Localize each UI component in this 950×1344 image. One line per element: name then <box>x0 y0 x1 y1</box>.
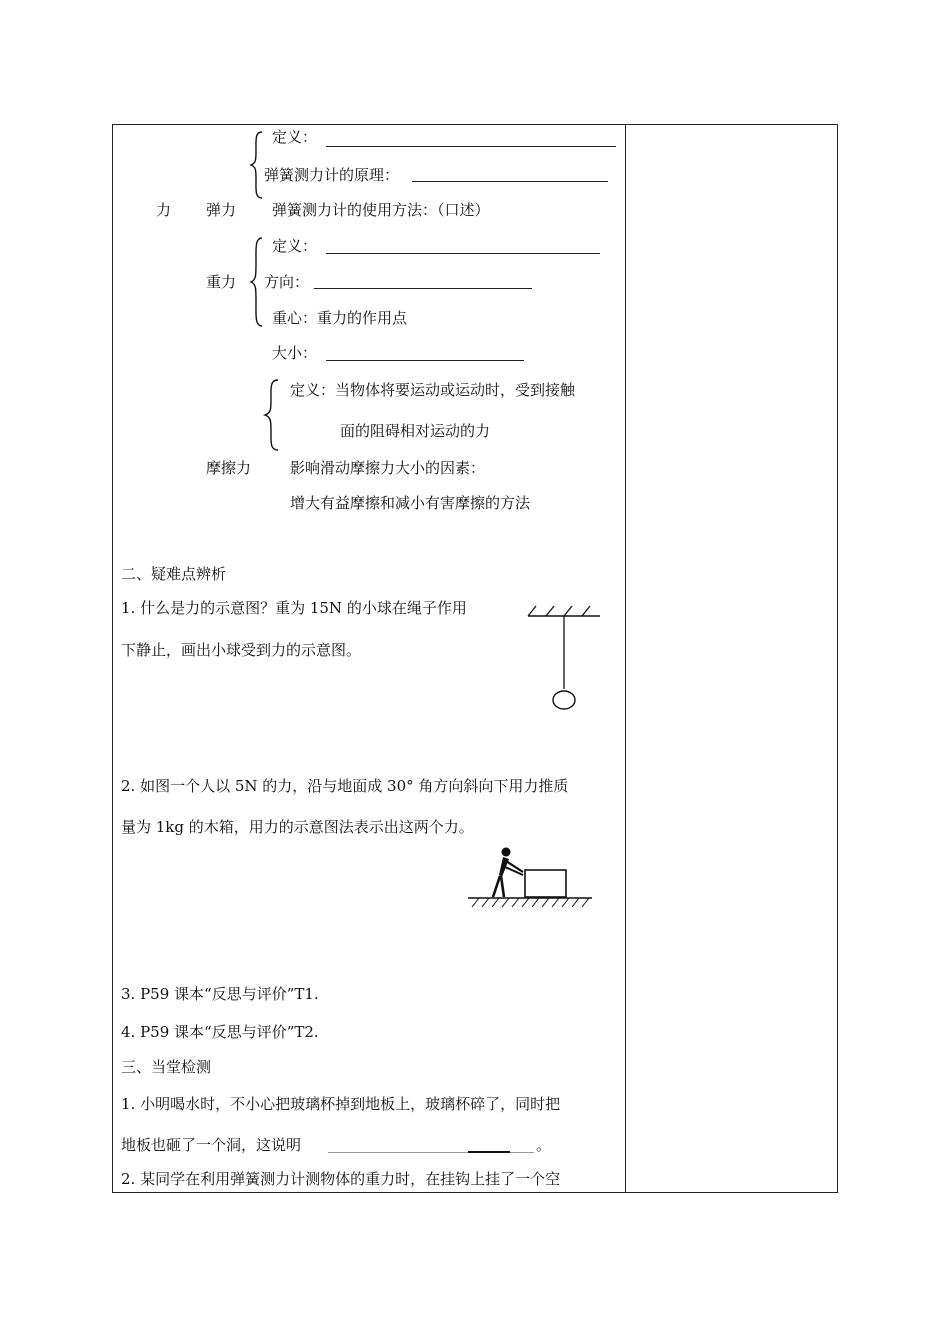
friction-factors: 影响滑动摩擦力大小的因素： <box>290 459 486 477</box>
s3-q1-blank-mark <box>468 1151 510 1153</box>
column-divider <box>625 124 626 1193</box>
s2-q4: 4. P59 课本“反思与评价”T2. <box>121 1023 319 1041</box>
s3-q1-line2: 地板也砸了一个洞，这说明 <box>121 1136 302 1154</box>
spring-definition-label: 定义： <box>272 128 318 146</box>
gravity-magnitude-label: 大小： <box>272 344 318 362</box>
s2-q3: 3. P59 课本“反思与评价”T1. <box>121 985 319 1003</box>
brace-friction <box>264 378 282 452</box>
spring-definition-blank <box>326 146 616 147</box>
gravity-definition-label: 定义： <box>272 237 318 255</box>
friction-definition-line2: 面的阻碍相对运动的力 <box>340 422 491 440</box>
gravity-center-label: 重心：重力的作用点 <box>272 309 408 327</box>
friction-methods: 增大有益摩擦和减小有害摩擦的方法 <box>290 494 531 512</box>
gravity-heading: 重力 <box>206 273 237 291</box>
s2-q1-line1: 1. 什么是力的示意图？重为 15N 的小球在绳子作用 <box>121 599 467 617</box>
friction-definition-line1: 定义：当物体将要运动或运动时，受到接触 <box>290 381 576 399</box>
s3-q2-line1: 2. 某同学在利用弹簧测力计测物体的重力时，在挂钩上挂了一个空 <box>121 1170 561 1188</box>
spring-principle-label: 弹簧测力计的原理： <box>264 166 400 184</box>
spring-principle-blank <box>412 181 608 182</box>
force-label: 力 <box>156 201 172 219</box>
person-pushing-box-figure <box>465 845 595 915</box>
gravity-definition-blank <box>326 253 600 254</box>
elastic-force-label: 弹力 <box>206 201 237 219</box>
section2-heading: 二、疑难点辨析 <box>121 565 227 583</box>
s3-q1-line1: 1. 小明喝水时，不小心把玻璃杯掉到地板上，玻璃杯碎了，同时把 <box>121 1095 561 1113</box>
gravity-direction-label: 方向： <box>264 273 310 291</box>
s3-q1-end: 。 <box>536 1136 552 1154</box>
section3-heading: 三、当堂检测 <box>121 1058 212 1076</box>
spring-usage-label: 弹簧测力计的使用方法：（口述） <box>272 201 490 219</box>
s2-q2-line1: 2. 如图一个人以 5N 的力，沿与地面成 30° 角方向斜向下用力推质 <box>121 777 569 795</box>
gravity-magnitude-blank <box>326 360 524 361</box>
s2-q1-line2: 下静止，画出小球受到力的示意图。 <box>121 641 362 659</box>
hanging-ball-figure <box>520 600 610 715</box>
friction-heading: 摩擦力 <box>206 459 252 477</box>
s2-q2-line2: 量为 1kg 的木箱，用力的示意图法表示出这两个力。 <box>121 818 474 836</box>
gravity-direction-blank <box>314 288 532 289</box>
